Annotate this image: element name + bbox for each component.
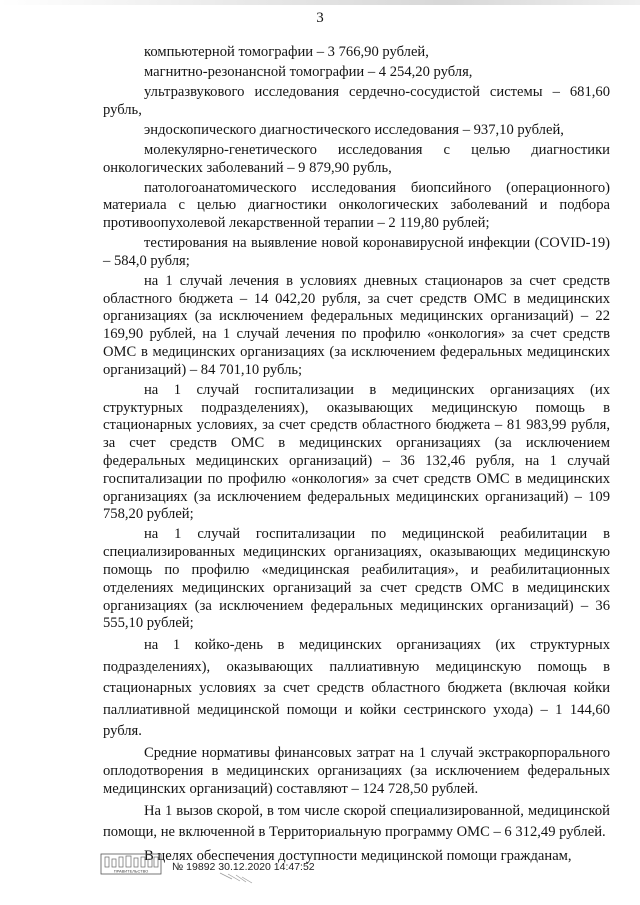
paragraph: Средние нормативы финансовых затрат на 1 случай экстракорпорального оплодотворения в медицинских организациях (за исключением федеральных медицинских организаций) составляют – 124 728,50 рублей. (103, 745, 610, 797)
paragraph: ультразвукового исследования сердечно-сосудистой системы – 681,60 рубль, (103, 83, 610, 118)
document-footer (100, 853, 520, 883)
paragraph: на 1 койко-день в медицинских организациях (их структурных подразделениях), оказывающих паллиативную медицинскую помощь в стационарных условиях за счет средств областного бюджета (включая койки паллиативной медицинской помощи и койки сестринского ухода) – 1 144,60 рубля. (103, 637, 610, 740)
scan-edge (0, 0, 640, 5)
paragraph: компьютерной томографии – 3 766,90 рублей, (144, 44, 429, 60)
scribble-mark (218, 871, 258, 885)
paragraph: на 1 случай госпитализации в медицинских организациях (их структурных подразделениях), оказывающих медицинскую помощь в стационарных условиях, за счет средств областного бюджета – 81 983,99 рубля, за счет средств ОМС в медицинских организациях (за исключением федеральных медицинских организаций) – 36 132,46 рубля, на 1 случай госпитализации по профилю «онкология» за счет средств ОМС в медицинских организациях (за исключением федеральных медицинских организаций) – 109 758,20 рублей; (103, 381, 610, 523)
paragraph: патологоанатомического исследования биопсийного (операционного) материала с целью диагностики онкологических заболеваний и подбора противоопухолевой лекарственной терапии – 2 119,80 рублей; (103, 179, 610, 232)
paragraph: тестирования на выявление новой коронавирусной инфекции (COVID-19) – 584,0 рубля; (103, 235, 610, 269)
paragraph: На 1 вызов скорой, в том числе скорой специализированной, медицинской помощи, не включенной в Территориальную программу ОМС – 6 312,49 рублей. (103, 802, 610, 841)
paragraph: молекулярно-генетического исследования с целью диагностики онкологических заболеваний – 9 879,90 рубль, (103, 141, 610, 176)
paragraph: эндоскопического диагностического исследования – 937,10 рублей, (144, 121, 564, 138)
paragraph: В целях обеспечения доступности медицинской помощи гражданам, (144, 847, 572, 864)
svg-text:ПРАВИТЕЛЬСТВО: ПРАВИТЕЛЬСТВО (113, 868, 149, 874)
document-body (103, 44, 610, 870)
paragraph: на 1 случай госпитализации по медицинской реабилитации в специализированных медицинских организациях, оказывающих медицинскую помощь по профилю «медицинская реабилитация», и реабилитационных отделениях медицинских организаций за счет средств ОМС в медицинских организациях (за исключением федеральных медицинских организаций) – 36 555,10 рублей; (103, 526, 610, 632)
paragraph: магнитно-резонансной томографии – 4 254,20 рубля, (144, 63, 473, 80)
page-number: 3 (316, 10, 324, 26)
document-number: № 19892 30.12.2020 14:47:52 (172, 861, 315, 873)
government-logo-icon (100, 853, 162, 875)
paragraph: на 1 случай лечения в условиях дневных стационаров за счет средств областного бюджета – 14 042,20 рубля, за счет средств ОМС в медицинских организациях (за исключением федеральных медицинских организаций) – 22 169,90 рублей, на 1 случай лечения по профилю «онкология» за счет средств ОМС в медицинских организациях (за исключением федеральных медицинских организаций) – 84 701,10 рубль; (103, 272, 610, 378)
